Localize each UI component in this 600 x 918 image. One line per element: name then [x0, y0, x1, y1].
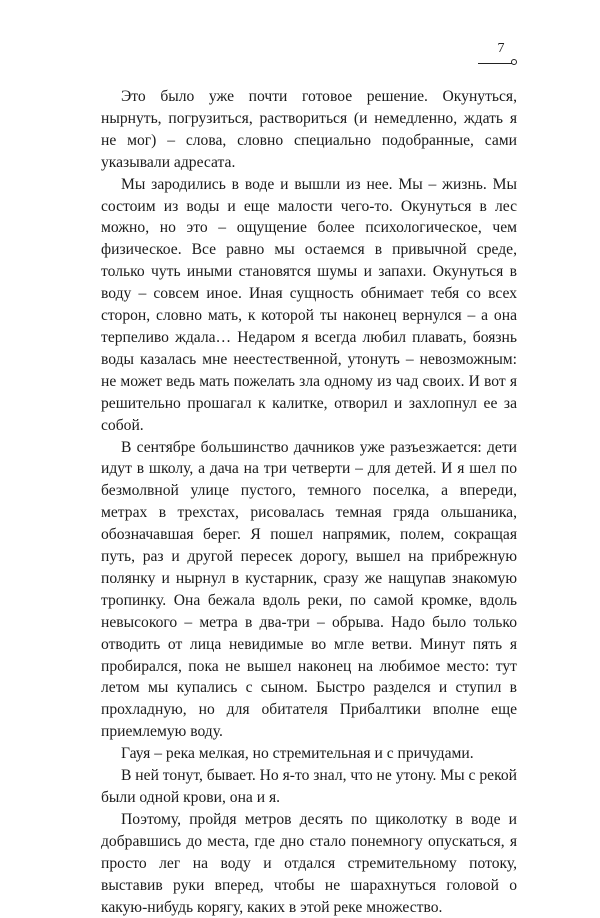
paragraph-6: Поэтому, пройдя метров десять по щиколотку в воде и добравшись до места, где дно стало понемногу опускаться, я просто лег на воду и отдался стремительному потоку, выставив руки вперед, чтобы не шарахнуться головой о какую-нибудь корягу, каких в этой реке множество. [101, 810, 517, 916]
paragraph-5: В ней тонут, бывает. Но я-то знал, что не утону. Мы с рекой были одной крови, она и я. [101, 767, 518, 806]
header-rule [478, 63, 512, 64]
paragraph-4: Гауя – река мелкая, но стремительная и с причудами. [121, 745, 474, 763]
header-ornament-dot [511, 59, 517, 65]
paragraph-1: Это было уже почти готовое решение. Окунуться, нырнуть, погрузиться, раствориться (и немедленно, ждать я не мог) – слова, словно специально подобранные, сами указывали адресата. [101, 88, 517, 171]
paragraph-3: В сентябре большинство дачников уже разъезжается: дети идут в школу, а дача на три четверти – для детей. И я шел по безмолвной улице пустого, темного поселка, а впереди, метрах в трехстах, рисовалась темная гряда ольшаника, обозначавшая берег. Я пошел напрямик, полем, сокращая путь, раз и другой пересек дорогу, вышел на прибрежную полянку и нырнул в кустарник, сразу же нащупав знакомую тропинку. Она бежала вдоль реки, по самой кромке, вдоль невысокого – метра в два-три – обрыва. Надо было только отводить от лица невидимые во мгле ветви. Минут пять я пробирался, пока не вышел наконец на любимое место: тут летом мы купались с сыном. Быстро разделся и ступил в прохладную, но для обитателя Прибалтики вполне еще приемлемую воду. [101, 438, 517, 741]
page-number: 7 [497, 41, 505, 56]
paragraph-2: Мы зародились в воде и вышли из нее. Мы – жизнь. Мы состоим из воды и еще малости чего-то. Окунуться в лес можно, но это – ощущение более психологическое, чем физическое. Все равно мы остаемся в привычной среде, только чуть иными становятся шумы и запахи. Окунуться в воду – совсем иное. Иная сущность обнимает тебя со всех сторон, словно мать, к которой ты наконец вернулся – а она терпеливо ждала… Недаром я всегда любил плавать, боязнь воды казалась мне неестественной, утонуть – невозможным: не может ведь мать пожелать зла одному из чад своих. И вот я решительно прошагал к калитке, отворил и захлопнул ее за собой. [101, 175, 517, 434]
body-text [101, 86, 517, 918]
